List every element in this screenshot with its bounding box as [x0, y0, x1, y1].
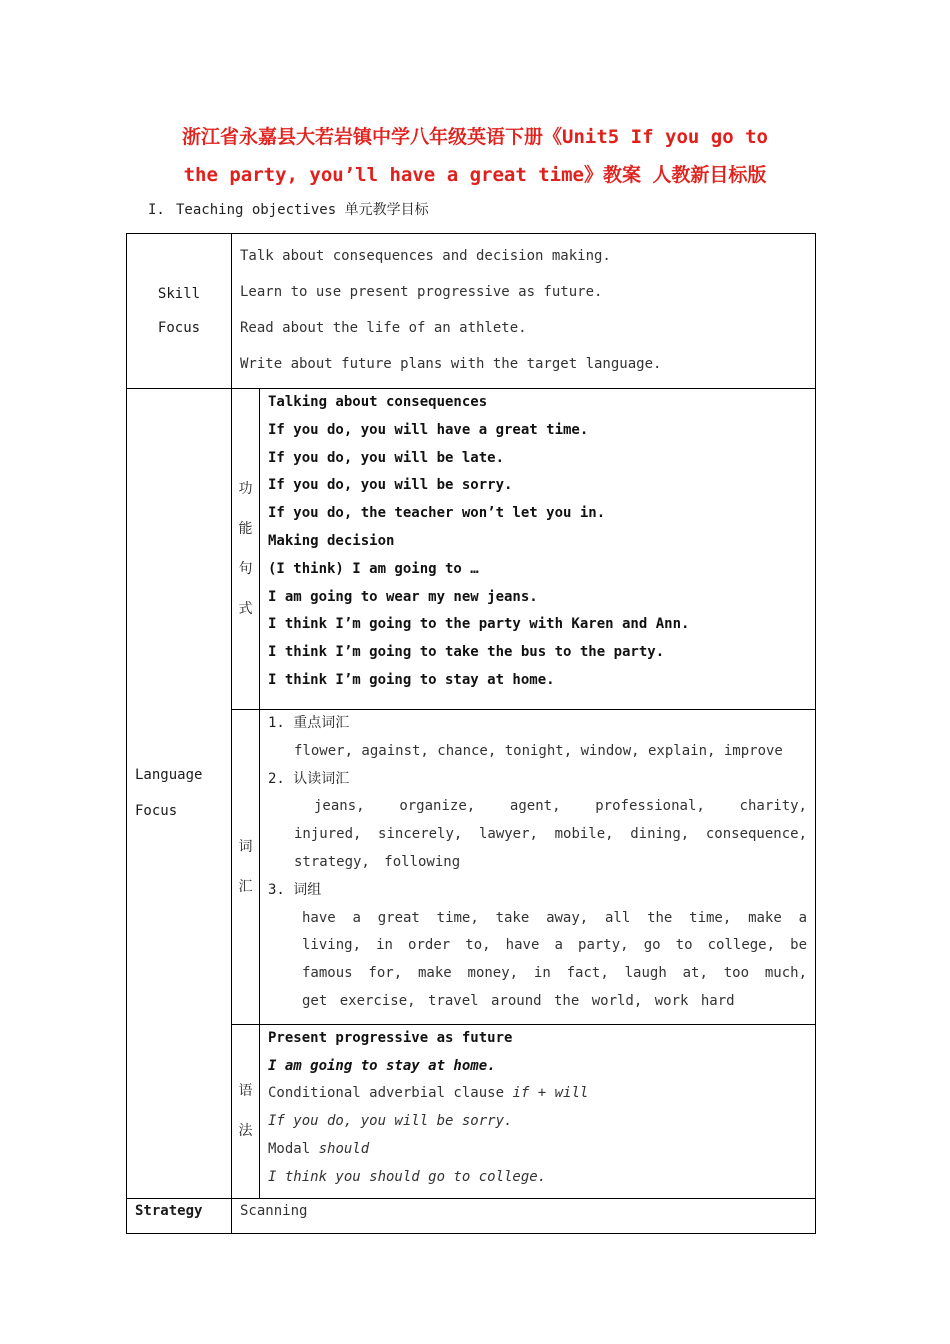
skill-focus-row — [127, 234, 816, 389]
grammar-example: I think you should go to college. — [268, 1168, 547, 1185]
skill-focus-content — [232, 234, 816, 389]
function-line: I think I’m going to take the bus to the party. — [268, 644, 665, 661]
function-line: I am going to wear my new jeans. — [268, 588, 538, 605]
function-line: If you do, you will be sorry. — [268, 477, 513, 494]
function-line: If you do, you will have a great time. — [268, 421, 589, 438]
skill-focus-label: Skill Focus — [127, 234, 232, 389]
function-line: Making decision — [268, 532, 395, 549]
grammar-heading: Present progressive as future — [268, 1029, 513, 1046]
vocabulary-content — [260, 710, 816, 1025]
function-line: (I think) I am going to … — [268, 560, 479, 577]
grammar-example: I am going to stay at home. — [268, 1057, 496, 1074]
skill-item: Learn to use present progressive as future. — [240, 284, 603, 300]
section-heading — [148, 199, 429, 219]
title-line-1: 浙江省永嘉县大若岩镇中学八年级英语下册《Unit5 If you go to — [182, 126, 768, 148]
functions-content — [260, 389, 816, 710]
function-line: I think I’m going to the party with Karen and Ann. — [268, 616, 690, 633]
recognition-vocab-heading: 2. 认读词汇 — [268, 770, 350, 787]
functions-row — [127, 389, 816, 710]
function-line: Talking about consequences — [268, 394, 488, 410]
skill-item: Talk about consequences and decision making. — [240, 248, 611, 264]
key-vocab-words: flower, against, chance, tonight, window, explain, improve — [294, 742, 783, 759]
key-vocab-heading: 1. 重点词汇 — [268, 715, 350, 731]
function-line: If you do, the teacher won’t let you in. — [268, 505, 606, 522]
grammar-example: If you do, you will be sorry. — [268, 1113, 513, 1130]
skill-item: Read about the life of an athlete. — [240, 320, 527, 336]
grammar-label: 语 法 — [232, 1024, 260, 1198]
grammar-conditional: Conditional adverbial clause if + will — [268, 1085, 589, 1102]
function-line: If you do, you will be late. — [268, 449, 505, 466]
title-line-2: the party, you’ll have a great time》教案 人教新目标版 — [183, 164, 767, 186]
phrases-heading: 3. 词组 — [268, 881, 322, 898]
recognition-vocab-words: jeans, organize, agent, professional, charity, injured, sincerely, lawyer, mobile, dining, consequence, strategy, following — [294, 798, 807, 870]
objectives-table — [126, 233, 816, 1234]
section-number: I. — [148, 202, 165, 218]
functions-label: 功 能 句 式 — [232, 389, 260, 710]
section-title: Teaching objectives 单元教学目标 — [176, 202, 429, 218]
strategy-label: Strategy — [127, 1198, 232, 1233]
language-focus-label: Language Focus — [127, 389, 232, 1199]
strategy-value: Scanning — [232, 1198, 816, 1233]
strategy-row — [127, 1198, 816, 1233]
grammar-modal: Modal should — [268, 1140, 370, 1157]
function-line: I think I’m going to stay at home. — [268, 671, 555, 688]
skill-item: Write about future plans with the target language. — [240, 356, 662, 372]
grammar-content — [260, 1024, 816, 1198]
vocabulary-label: 词 汇 — [232, 710, 260, 1025]
document-title — [40, 118, 910, 194]
phrases-list: have a great time, take away, all the time, make a living, in order to, have a party, go to college, be famous for, make money, in fact, laugh at, too much, get exercise, travel around the world, work hard — [302, 909, 807, 1009]
